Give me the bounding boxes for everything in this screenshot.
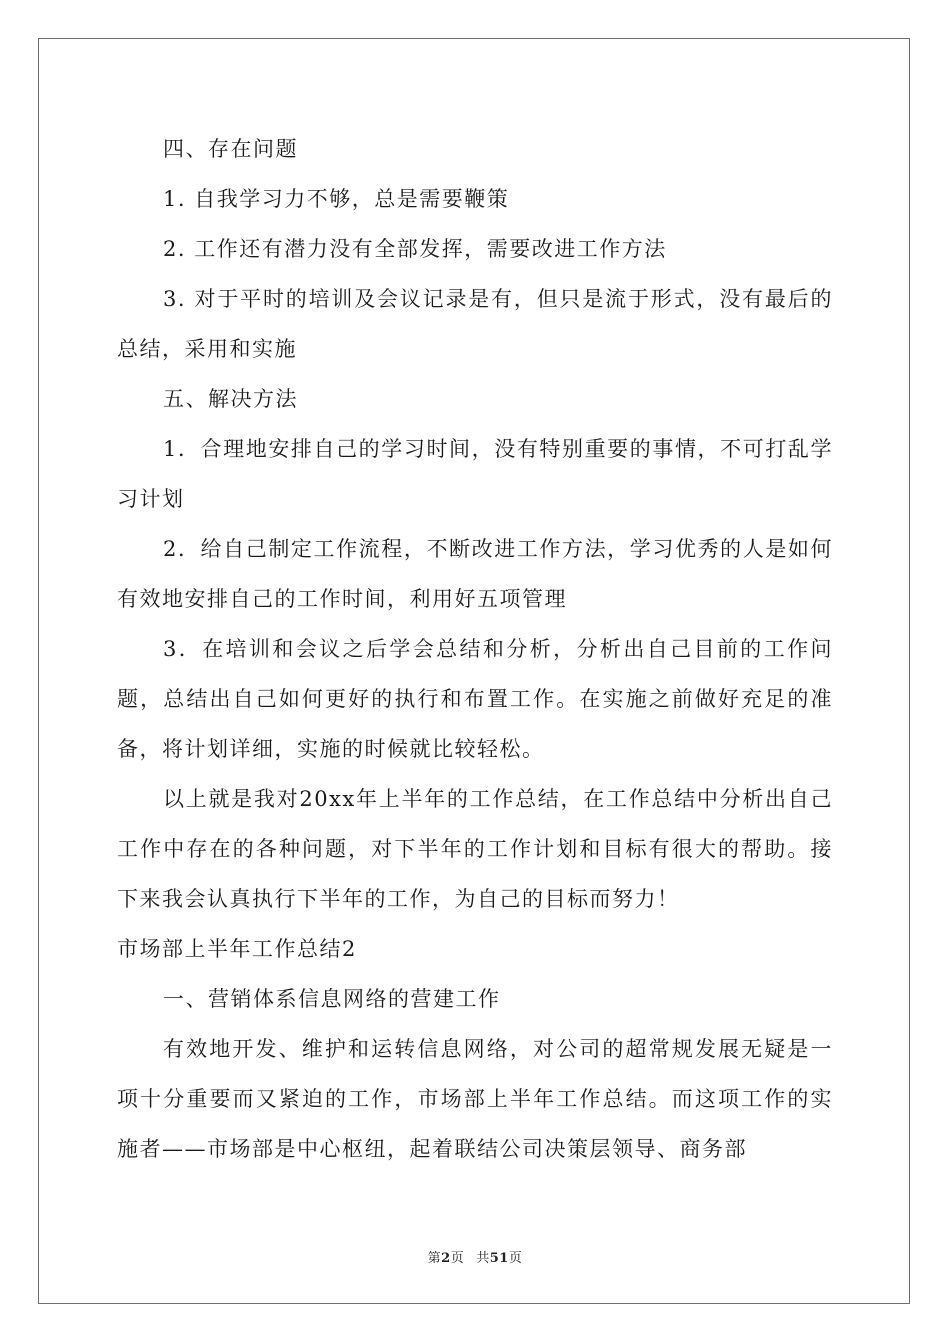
section-heading-problems: 四、存在问题 [163, 137, 298, 161]
footer-total-suffix: 页 [508, 1251, 523, 1266]
problem-item-1: 1. 自我学习力不够，总是需要鞭策 [163, 187, 510, 211]
conclusion-paragraph: 以上就是我对20xx年上半年的工作总结，在工作总结中分析出自己工作中存在的各种问题，对下半年的工作计划和目标有很大的帮助。接下来我会认真执行下半年的工作，为自己的目标而努力！ [117, 787, 833, 911]
solution-item-3: 3．在培训和会议之后学会总结和分析，分析出自己目前的工作问题，总结出自己如何更好的执行和布置工作。在实施之前做好充足的准备，将计划详细，实施的时候就比较轻松。 [117, 637, 833, 761]
problem-item-3: 3. 对于平时的培训及会议记录是有，但只是流于形式，没有最后的总结，采用和实施 [117, 287, 833, 361]
solution-item-2: 2．给自己制定工作流程，不断改进工作方法，学习优秀的人是如何有效地安排自己的工作时间，利用好五项管理 [117, 537, 833, 611]
article-title: 市场部上半年工作总结2 [117, 937, 357, 961]
solution-item-1: 1．合理地安排自己的学习时间，没有特别重要的事情，不可打乱学习计划 [117, 437, 833, 511]
footer-page-total: 51 [489, 1251, 509, 1266]
document-body [117, 124, 833, 1174]
footer-total-prefix: 共 [476, 1251, 490, 1266]
section-heading-network: 一、营销体系信息网络的营建工作 [163, 987, 501, 1011]
network-paragraph: 有效地开发、维护和运转信息网络，对公司的超常规发展无疑是一项十分重要而又紧迫的工作，市场部上半年工作总结。而这项工作的实施者——市场部是中心枢纽，起着联结公司决策层领导、商务部 [117, 1037, 833, 1161]
footer-page-current: 2 [441, 1251, 451, 1266]
page-footer [0, 1247, 950, 1266]
section-heading-solutions: 五、解决方法 [163, 387, 298, 411]
footer-page-suffix: 页 [450, 1251, 465, 1266]
footer-page-prefix: 第 [427, 1251, 442, 1266]
problem-item-2: 2. 工作还有潜力没有全部发挥，需要改进工作方法 [163, 237, 667, 261]
